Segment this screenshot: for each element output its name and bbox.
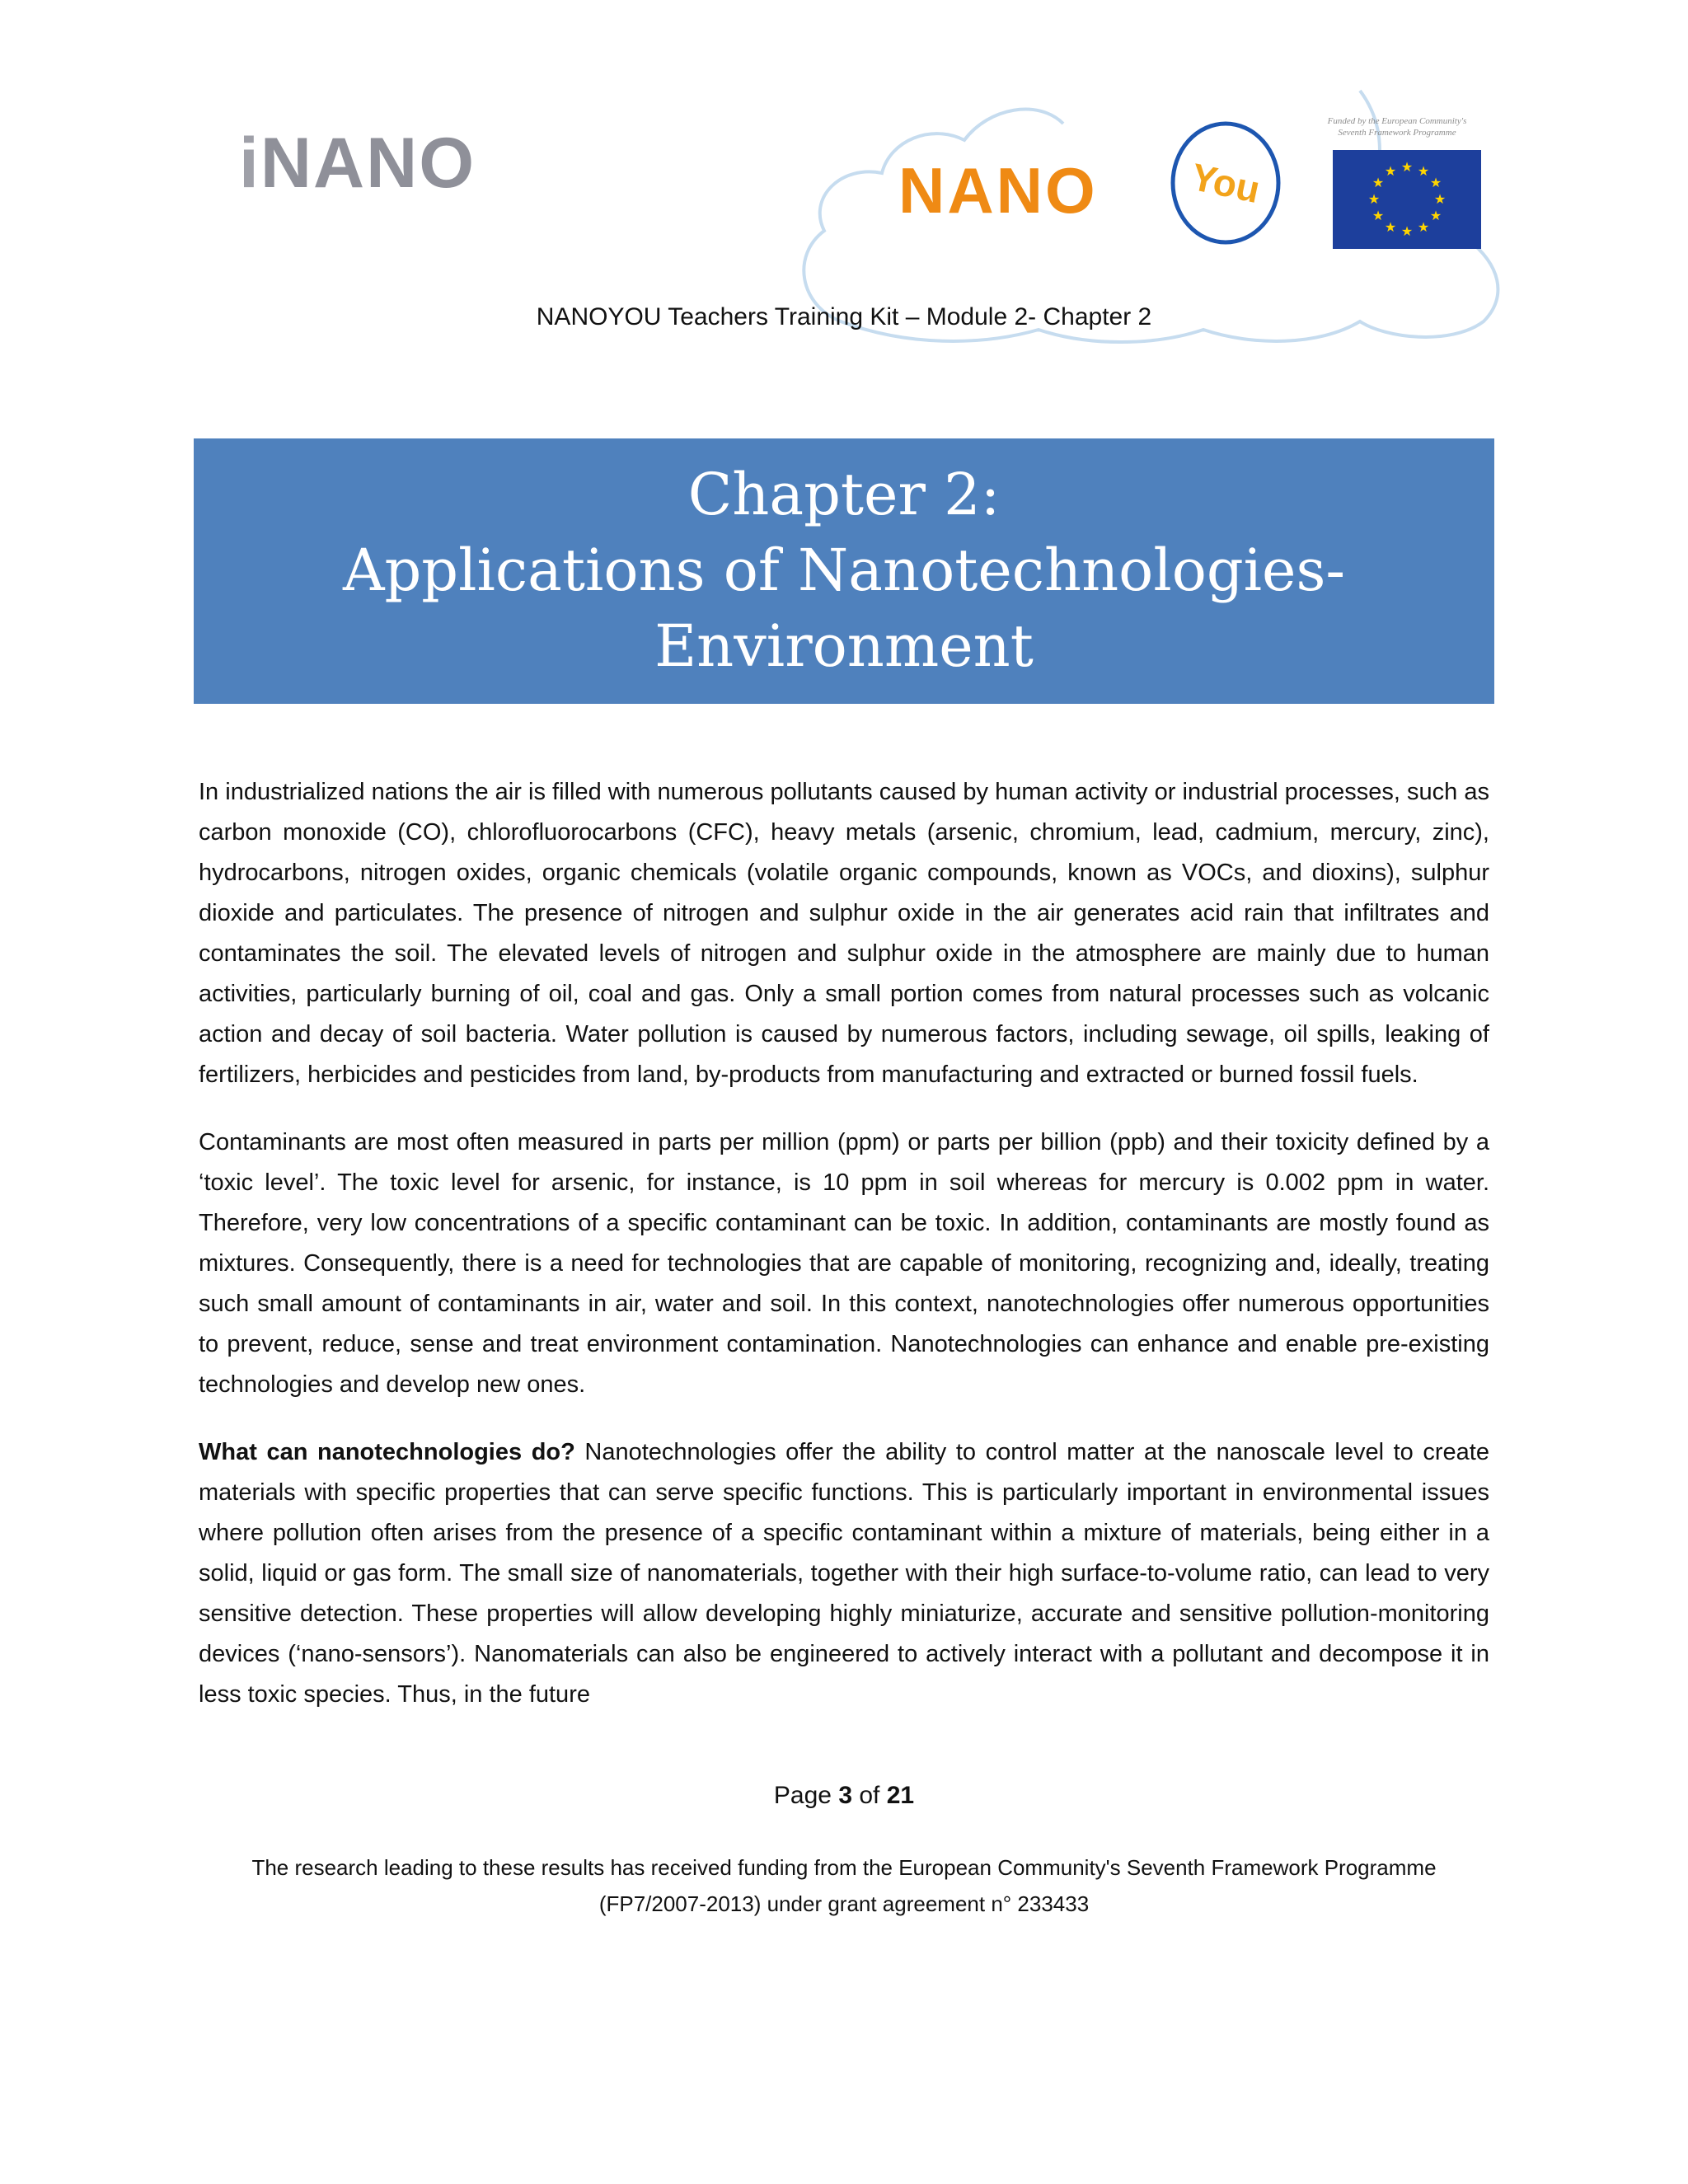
chapter-title-line1: Chapter 2: bbox=[687, 461, 1001, 528]
svg-text:★: ★ bbox=[1417, 219, 1430, 235]
chapter-title-line2: Applications of Nanotechnologies- bbox=[342, 537, 1346, 604]
eu-flag-icon bbox=[1333, 150, 1481, 249]
paragraph-pollutants: In industrialized nations the air is filled with numerous pollutants caused by human activity or industrial processes, such as carbon monoxide (CO), chlorofluorocarbons (CFC), heavy metals (arsenic, chromium, lead, cadmium, mercury, zinc), hydrocarbons, nitrogen oxides, organic chemicals (volatile organic compounds, known as VOCs, and dioxins), sulphur dioxide and particulates. The presence of nitrogen and sulphur oxide in the air generates acid rain that infiltrates and contaminates the soil. The elevated levels of nitrogen and sulphur oxide in the atmosphere are mainly due to human activities, particularly burning of oil, coal and gas. Only a small portion comes from natural processes such as volcanic action and decay of soil bacteria. Water pollution is caused by numerous factors, including sewage, oil spills, leaking of fertilizers, herbicides and pesticides from land, by-products from manufacturing and extracted or burned fossil fuels. bbox=[199, 779, 1489, 1088]
nanoyou-ring-text: You bbox=[1187, 154, 1264, 212]
inano-logo bbox=[239, 124, 511, 235]
funding-line1: The research leading to these results has received funding from the European Community's Seventh Framework Programme bbox=[251, 1855, 1437, 1880]
paragraph-what-can-nanotech-do-text: Nanotechnologies offer the ability to control matter at the nanoscale level to create materials with specific properties that can serve specific functions. This is particularly important in environmental issues where pollution often arises from the presence of a specific contaminant within a mixture of materials, being either in a solid, liquid or gas form. The small size of nanomaterials, together with their high surface-to-volume ratio, can lead to very sensitive detection. These properties will allow developing highly miniaturize, accurate and sensitive pollution-monitoring devices (‘nano-sensors’). Nanomaterials can also be engineered to actively interact with a pollutant and decompose it in less toxic species. Thus, in the future bbox=[199, 1439, 1489, 1708]
svg-text:★: ★ bbox=[1400, 223, 1414, 239]
eu-caption-line1: Funded by the European Community's bbox=[1327, 116, 1467, 126]
eu-caption bbox=[1306, 115, 1488, 138]
svg-text:★: ★ bbox=[1417, 163, 1430, 179]
chapter-title-line3: Environment bbox=[654, 612, 1034, 680]
eu-caption-line2: Seventh Framework Programme bbox=[1338, 128, 1456, 138]
svg-text:★: ★ bbox=[1429, 175, 1442, 190]
inano-logo-word: NANO bbox=[260, 124, 476, 203]
paragraph-lead-question: What can nanotechnologies do? bbox=[199, 1439, 575, 1465]
funding-line2: (FP7/2007-2013) under grant agreement n° 233433 bbox=[598, 1891, 1090, 1916]
svg-text:★: ★ bbox=[1429, 208, 1442, 223]
page-prefix: Page bbox=[773, 1782, 839, 1809]
page-number bbox=[0, 1782, 1688, 1810]
svg-text:★: ★ bbox=[1372, 208, 1385, 223]
eu-funding-block bbox=[1306, 115, 1488, 255]
paragraph-contaminants: Contaminants are most often measured in parts per million (ppm) or parts per billion (ppb) and their toxicity defined by a ‘toxic level’. The toxic level for arsenic, for instance, is 10 ppm in soil whereas for mercury is 0.002 ppm in water. Therefore, very low concentrations of a specific contaminant can be toxic. In addition, contaminants are mostly found as mixtures. Consequently, there is a need for technologies that are capable of monitoring, recognizing and, ideally, treating such small amount of contaminants in air, water and soil. In this context, nanotechnologies offer numerous opportunities to prevent, reduce, sense and treat environment contamination. Nanotechnologies can enhance and enable pre-existing technologies and develop new ones. bbox=[199, 1129, 1489, 1398]
page-total: 21 bbox=[886, 1782, 915, 1809]
inano-logo-text bbox=[239, 124, 476, 203]
running-head: NANOYOU Teachers Training Kit – Module 2- Chapter 2 bbox=[536, 303, 1152, 330]
svg-text:★: ★ bbox=[1400, 159, 1414, 175]
nanoyou-ring-icon bbox=[1164, 115, 1287, 247]
svg-text:★: ★ bbox=[1384, 163, 1397, 179]
body-text bbox=[199, 772, 1489, 1742]
svg-text:★: ★ bbox=[1433, 191, 1447, 207]
funding-notice bbox=[0, 1849, 1688, 1922]
page-current: 3 bbox=[838, 1782, 852, 1809]
page-of: of bbox=[852, 1782, 887, 1809]
svg-text:★: ★ bbox=[1367, 191, 1381, 207]
nanoyou-logo-word: NANO bbox=[898, 154, 1098, 227]
paragraph-what-can-nanotech-do bbox=[199, 1432, 1489, 1715]
inano-i-mark: i bbox=[239, 124, 260, 203]
chapter-title-banner bbox=[194, 438, 1494, 704]
nanoyou-logo bbox=[898, 115, 1294, 255]
svg-text:★: ★ bbox=[1384, 219, 1397, 235]
svg-text:★: ★ bbox=[1372, 175, 1385, 190]
